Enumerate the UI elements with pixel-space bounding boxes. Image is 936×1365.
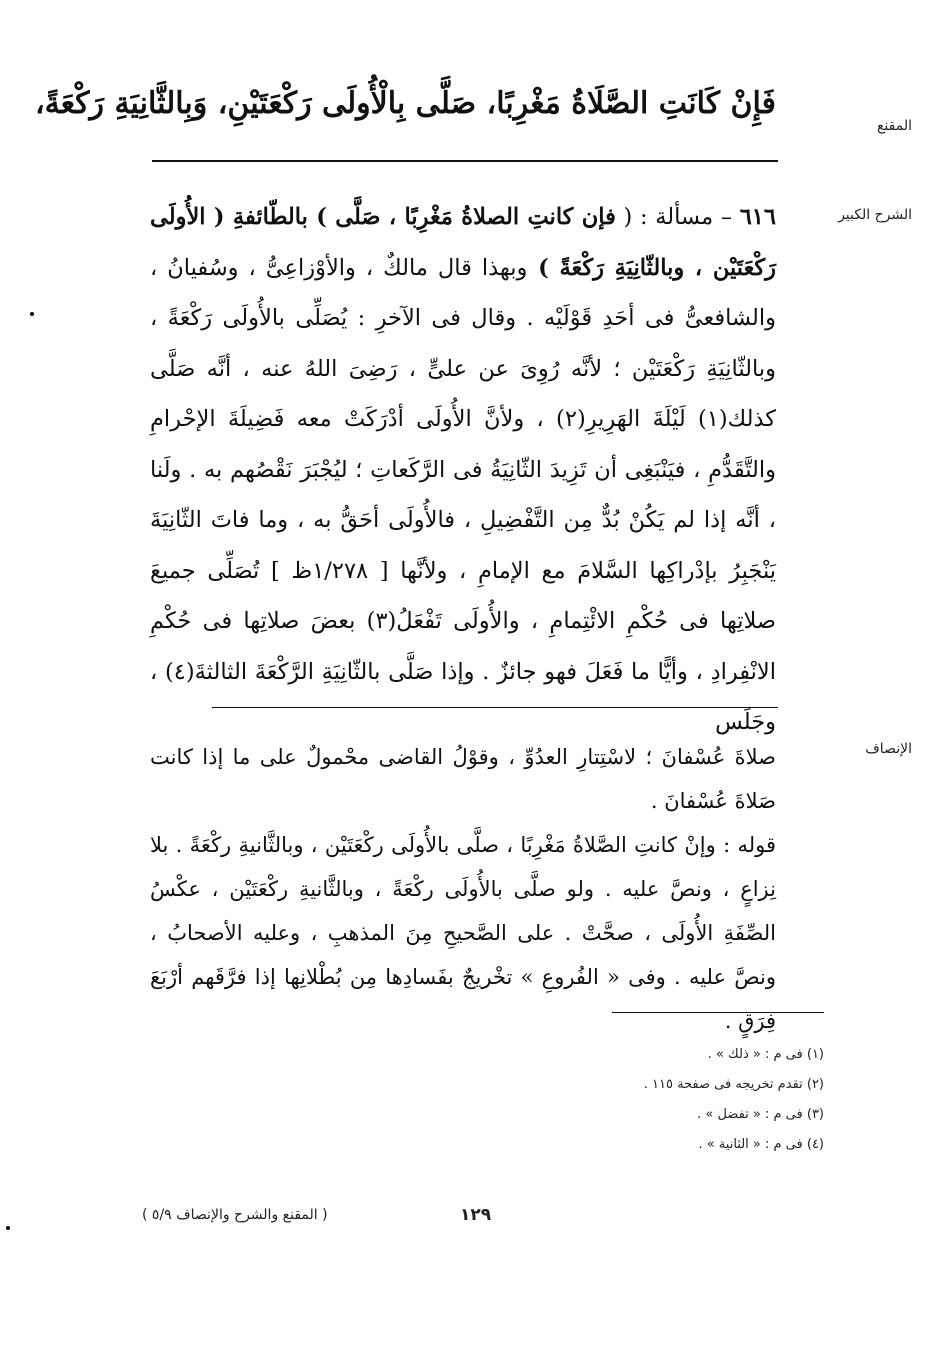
issue-number: ٦١٦ bbox=[739, 204, 776, 230]
footnote-2: (٢) تقدم تخريجه فى صفحة ١١٥ . bbox=[643, 1077, 824, 1092]
issue-body: وبهذا قال مالكٌ ، والأوْزاعِىُّ ، وسُفيانُ ، والشافعىُّ فى أحَدِ قَوْلَيْه . وقال فى الآخرِ : يُصَلِّى بالأُولَى رَكْعَةً ، وبالثّانِيَةِ رَكْعَتَيْن ؛ لأنَّه رُوِىَ عن علىٍّ ، رَضِىَ اللهُ عنه ، أنَّه صَلَّى كذلك(١) لَيْلَةَ الهَرِيرِ(٢) ، ولأنَّ الأُولَى أدْرَكَتْ معه فَضِيلَةَ الإحْرامِ والتَّقَدُّمِ ، فيَنْبَغِى أن تَزِيدَ الثّانِيَةُ فى الرَّكَعاتِ ؛ ليُجْبَرَ نَقْصُهم به . ولَنا ، أنَّه إذا لم يَكُنْ بُدٌّ مِن التَّفْضِيلِ ، فالأُولَى أحَقُّ به ، وما فاتَ الثّانِيَةَ يَنْجَبِرُ بإدْراكِها السَّلامَ مع الإمامِ ، ولأنَّها [ ١/٢٧٨ظ ] تُصَلِّى جميعَ صلاتِها فى حُكْمِ الائْتِمامِ ، والأُولَى تَفْعَلُ(٣) بعضَ صلاتِها فى حُكْمِ الانْفِرادِ ، وأيًّا ما فَعَلَ فهو جائزٌ . وإذا صَلَّى بالثّانِيَةِ الرَّكْعَةَ الثالثةَ(٤) ، وجَلَس bbox=[150, 254, 777, 735]
issue-quote: فإن كانتِ الصلاةُ مَغْرِبًا ، صَلَّى ) بالطّائفةِ ( الأُولَى رَكْعَتَيْن ، وبالثّانِيَةِ رَكْعَةً ) bbox=[150, 204, 776, 281]
scan-speck bbox=[30, 312, 34, 316]
footnote-divider bbox=[612, 1012, 824, 1013]
sharh-text bbox=[150, 192, 776, 748]
label-insaf: الإنصاف bbox=[865, 741, 912, 757]
matn-divider bbox=[152, 160, 778, 162]
page-footer bbox=[130, 1205, 820, 1241]
matn-text: فَإِنْ كَانَتِ الصَّلَاةُ مَغْرِبًا، صَلَّى بِالْأُولَى رَكْعَتَيْنِ، وَبِالثَّانِيَةِ رَكْعَةً، bbox=[35, 86, 776, 121]
volume-reference: ( المقنع والشرح والإنصاف ٥/٩ ) bbox=[142, 1207, 328, 1223]
insaf-paragraph-2: قوله : وإنْ كانتِ الصَّلاةُ مَغْرِبًا ، صلَّى بالأُولَى ركْعَتَيْن ، وبالثَّانيةِ ركْعَةً . بلا نِزاعٍ ، ونصَّ عليه . ولو صلَّى بالأُولَى ركْعَةً ، وبالثَّانيةِ ركْعَتَيْن ، عكْسُ الصِّفَةِ الأُولَى ، صحَّتْ . على الصَّحيحِ مِنَ المذهبِ ، وعليه الأصحابُ ، ونصَّ عليه . وفى « الفُروعِ » تخْريجٌ بفَسادِها مِن بُطْلانِها إذا فرَّقَهم أرْبَعَ فِرَقٍ . bbox=[150, 833, 776, 1033]
footnotes bbox=[404, 1040, 824, 1160]
label-sharh: الشرح الكبير bbox=[838, 207, 912, 223]
label-muqni: المقنع bbox=[876, 118, 912, 134]
sharh-paragraph bbox=[150, 192, 776, 748]
sharh-divider bbox=[212, 707, 778, 708]
footnote-3: (٣) فى م : « تفضل » . bbox=[697, 1107, 824, 1122]
insaf-text bbox=[150, 735, 776, 1043]
page-number: ١٢٩ bbox=[460, 1205, 492, 1225]
issue-lead: – مسألة : ( bbox=[615, 204, 740, 230]
insaf-paragraph-1: صلاةَ عُسْفانَ ؛ لاسْتِتارِ العدُوِّ ، وقوْلُ القاضى محْمولٌ على ما إذا كانت صَلاةَ عُسْفانَ . bbox=[150, 745, 776, 813]
footnote-1: (١) فى م : « ذلك » . bbox=[707, 1047, 824, 1062]
footnote-4: (٤) فى م : « الثانية » . bbox=[698, 1137, 824, 1152]
scan-speck bbox=[6, 1226, 10, 1230]
